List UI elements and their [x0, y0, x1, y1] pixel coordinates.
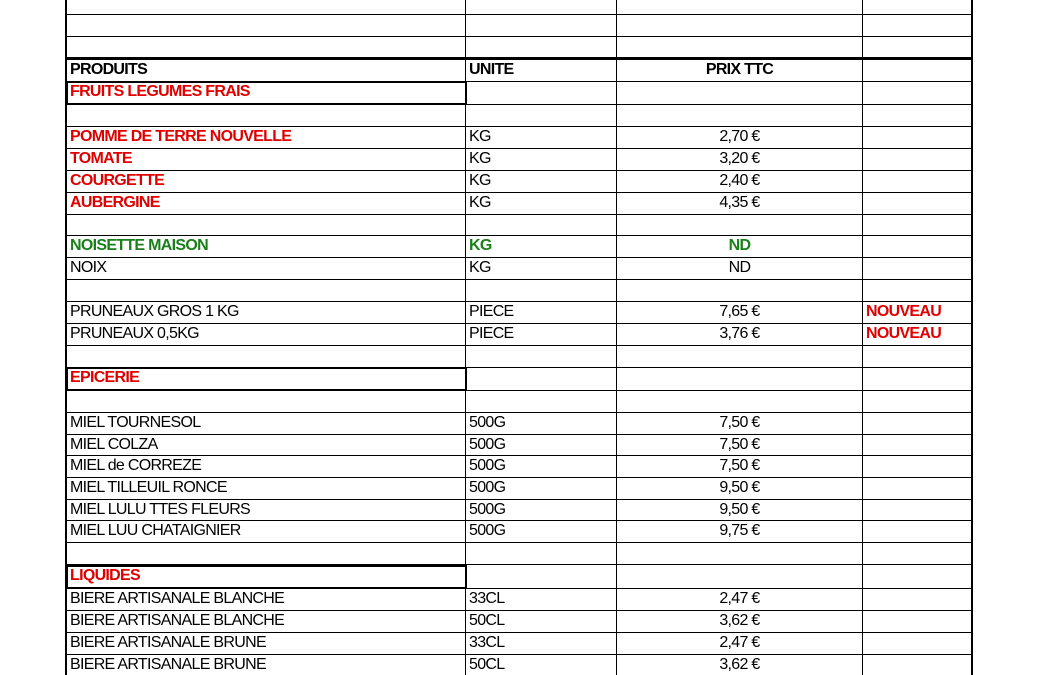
product-price: 2,47 €: [719, 590, 760, 607]
product-price: 7,50 €: [719, 436, 760, 453]
row-line: [66, 434, 972, 435]
product-unit: KG: [469, 259, 491, 276]
product-unit: KG: [469, 237, 492, 254]
header-prix: PRIX TTC: [705, 61, 774, 78]
row-line: [66, 148, 972, 149]
row-line: [66, 257, 972, 258]
product-price: 3,62 €: [719, 656, 760, 673]
new-badge: NOUVEAU: [866, 303, 942, 320]
product-name: TOMATE: [70, 150, 132, 167]
product-unit: 50CL: [469, 612, 505, 629]
product-unit: 500G: [469, 414, 506, 431]
row-line: [66, 36, 972, 37]
product-unit: KG: [469, 194, 491, 211]
product-name: PRUNEAUX GROS 1 KG: [70, 303, 239, 320]
product-price: ND: [728, 237, 751, 254]
row-line: [66, 520, 972, 521]
product-price: 7,50 €: [719, 457, 760, 474]
row-line: [66, 345, 972, 346]
product-name: MIEL COLZA: [70, 436, 158, 453]
row-line: [66, 542, 972, 543]
row-line: [66, 412, 972, 413]
row-line: [66, 170, 972, 171]
product-price: 3,62 €: [719, 612, 760, 629]
product-unit: 500G: [469, 522, 506, 539]
product-unit: PIECE: [469, 325, 514, 342]
product-name: BIERE ARTISANALE BRUNE: [70, 634, 266, 651]
row-line: [66, 192, 972, 193]
header-unite: UNITE: [469, 61, 514, 78]
row-line: [66, 279, 972, 280]
product-name: MIEL TOURNESOL: [70, 414, 201, 431]
product-price: 9,50 €: [719, 479, 760, 496]
section-title-liquides: LIQUIDES: [70, 567, 140, 584]
product-unit: 33CL: [469, 634, 505, 651]
product-name: PRUNEAUX 0,5KG: [70, 325, 199, 342]
row-line: [66, 214, 972, 215]
row-line: [66, 499, 972, 500]
product-price: 2,40 €: [719, 172, 760, 189]
row-line: [66, 455, 972, 456]
row-line: [66, 654, 972, 655]
product-name: BIERE ARTISANALE BRUNE: [70, 656, 266, 673]
product-name: BIERE ARTISANALE BLANCHE: [70, 590, 285, 607]
product-price: 7,50 €: [719, 414, 760, 431]
product-name: NOIX: [70, 259, 107, 276]
product-price: 4,35 €: [719, 194, 760, 211]
row-line: [66, 610, 972, 611]
product-name: COURGETTE: [70, 172, 165, 189]
product-unit: KG: [469, 128, 491, 145]
product-name: MIEL LUU CHATAIGNIER: [70, 522, 241, 539]
product-name: NOISETTE MAISON: [70, 237, 208, 254]
row-line: [66, 301, 972, 302]
product-name: POMME DE TERRE NOUVELLE: [70, 128, 292, 145]
product-unit: 33CL: [469, 590, 505, 607]
product-name: MIEL LULU TTES FLEURS: [70, 501, 251, 518]
product-price: 7,65 €: [719, 303, 760, 320]
product-name: AUBERGINE: [70, 194, 160, 211]
product-unit: 500G: [469, 479, 506, 496]
product-price: 2,70 €: [719, 128, 760, 145]
product-unit: 500G: [469, 457, 506, 474]
section-title-fruits: FRUITS LEGUMES FRAIS: [70, 83, 250, 100]
product-price: 3,76 €: [719, 325, 760, 342]
product-name: MIEL de CORREZE: [70, 457, 202, 474]
product-price: 9,75 €: [719, 522, 760, 539]
product-price: 2,47 €: [719, 634, 760, 651]
row-line: [66, 57, 972, 60]
product-price: ND: [728, 259, 751, 276]
product-unit: PIECE: [469, 303, 514, 320]
product-unit: 500G: [469, 436, 506, 453]
product-unit: KG: [469, 172, 491, 189]
row-line: [66, 632, 972, 633]
row-line: [66, 126, 972, 127]
product-name: MIEL TILLEUIL RONCE: [70, 479, 227, 496]
product-unit: KG: [469, 150, 491, 167]
product-price: 3,20 €: [719, 150, 760, 167]
product-price: 9,50 €: [719, 501, 760, 518]
product-unit: 50CL: [469, 656, 505, 673]
section-title-epicerie: EPICERIE: [70, 369, 140, 386]
row-line: [66, 235, 972, 236]
product-name: BIERE ARTISANALE BLANCHE: [70, 612, 285, 629]
header-produits: PRODUITS: [70, 61, 148, 78]
row-line: [66, 14, 972, 15]
new-badge: NOUVEAU: [866, 325, 942, 342]
product-unit: 500G: [469, 501, 506, 518]
col-line-note: [862, 0, 863, 675]
row-line: [66, 323, 972, 324]
row-line: [66, 477, 972, 478]
col-line-right: [971, 0, 973, 675]
